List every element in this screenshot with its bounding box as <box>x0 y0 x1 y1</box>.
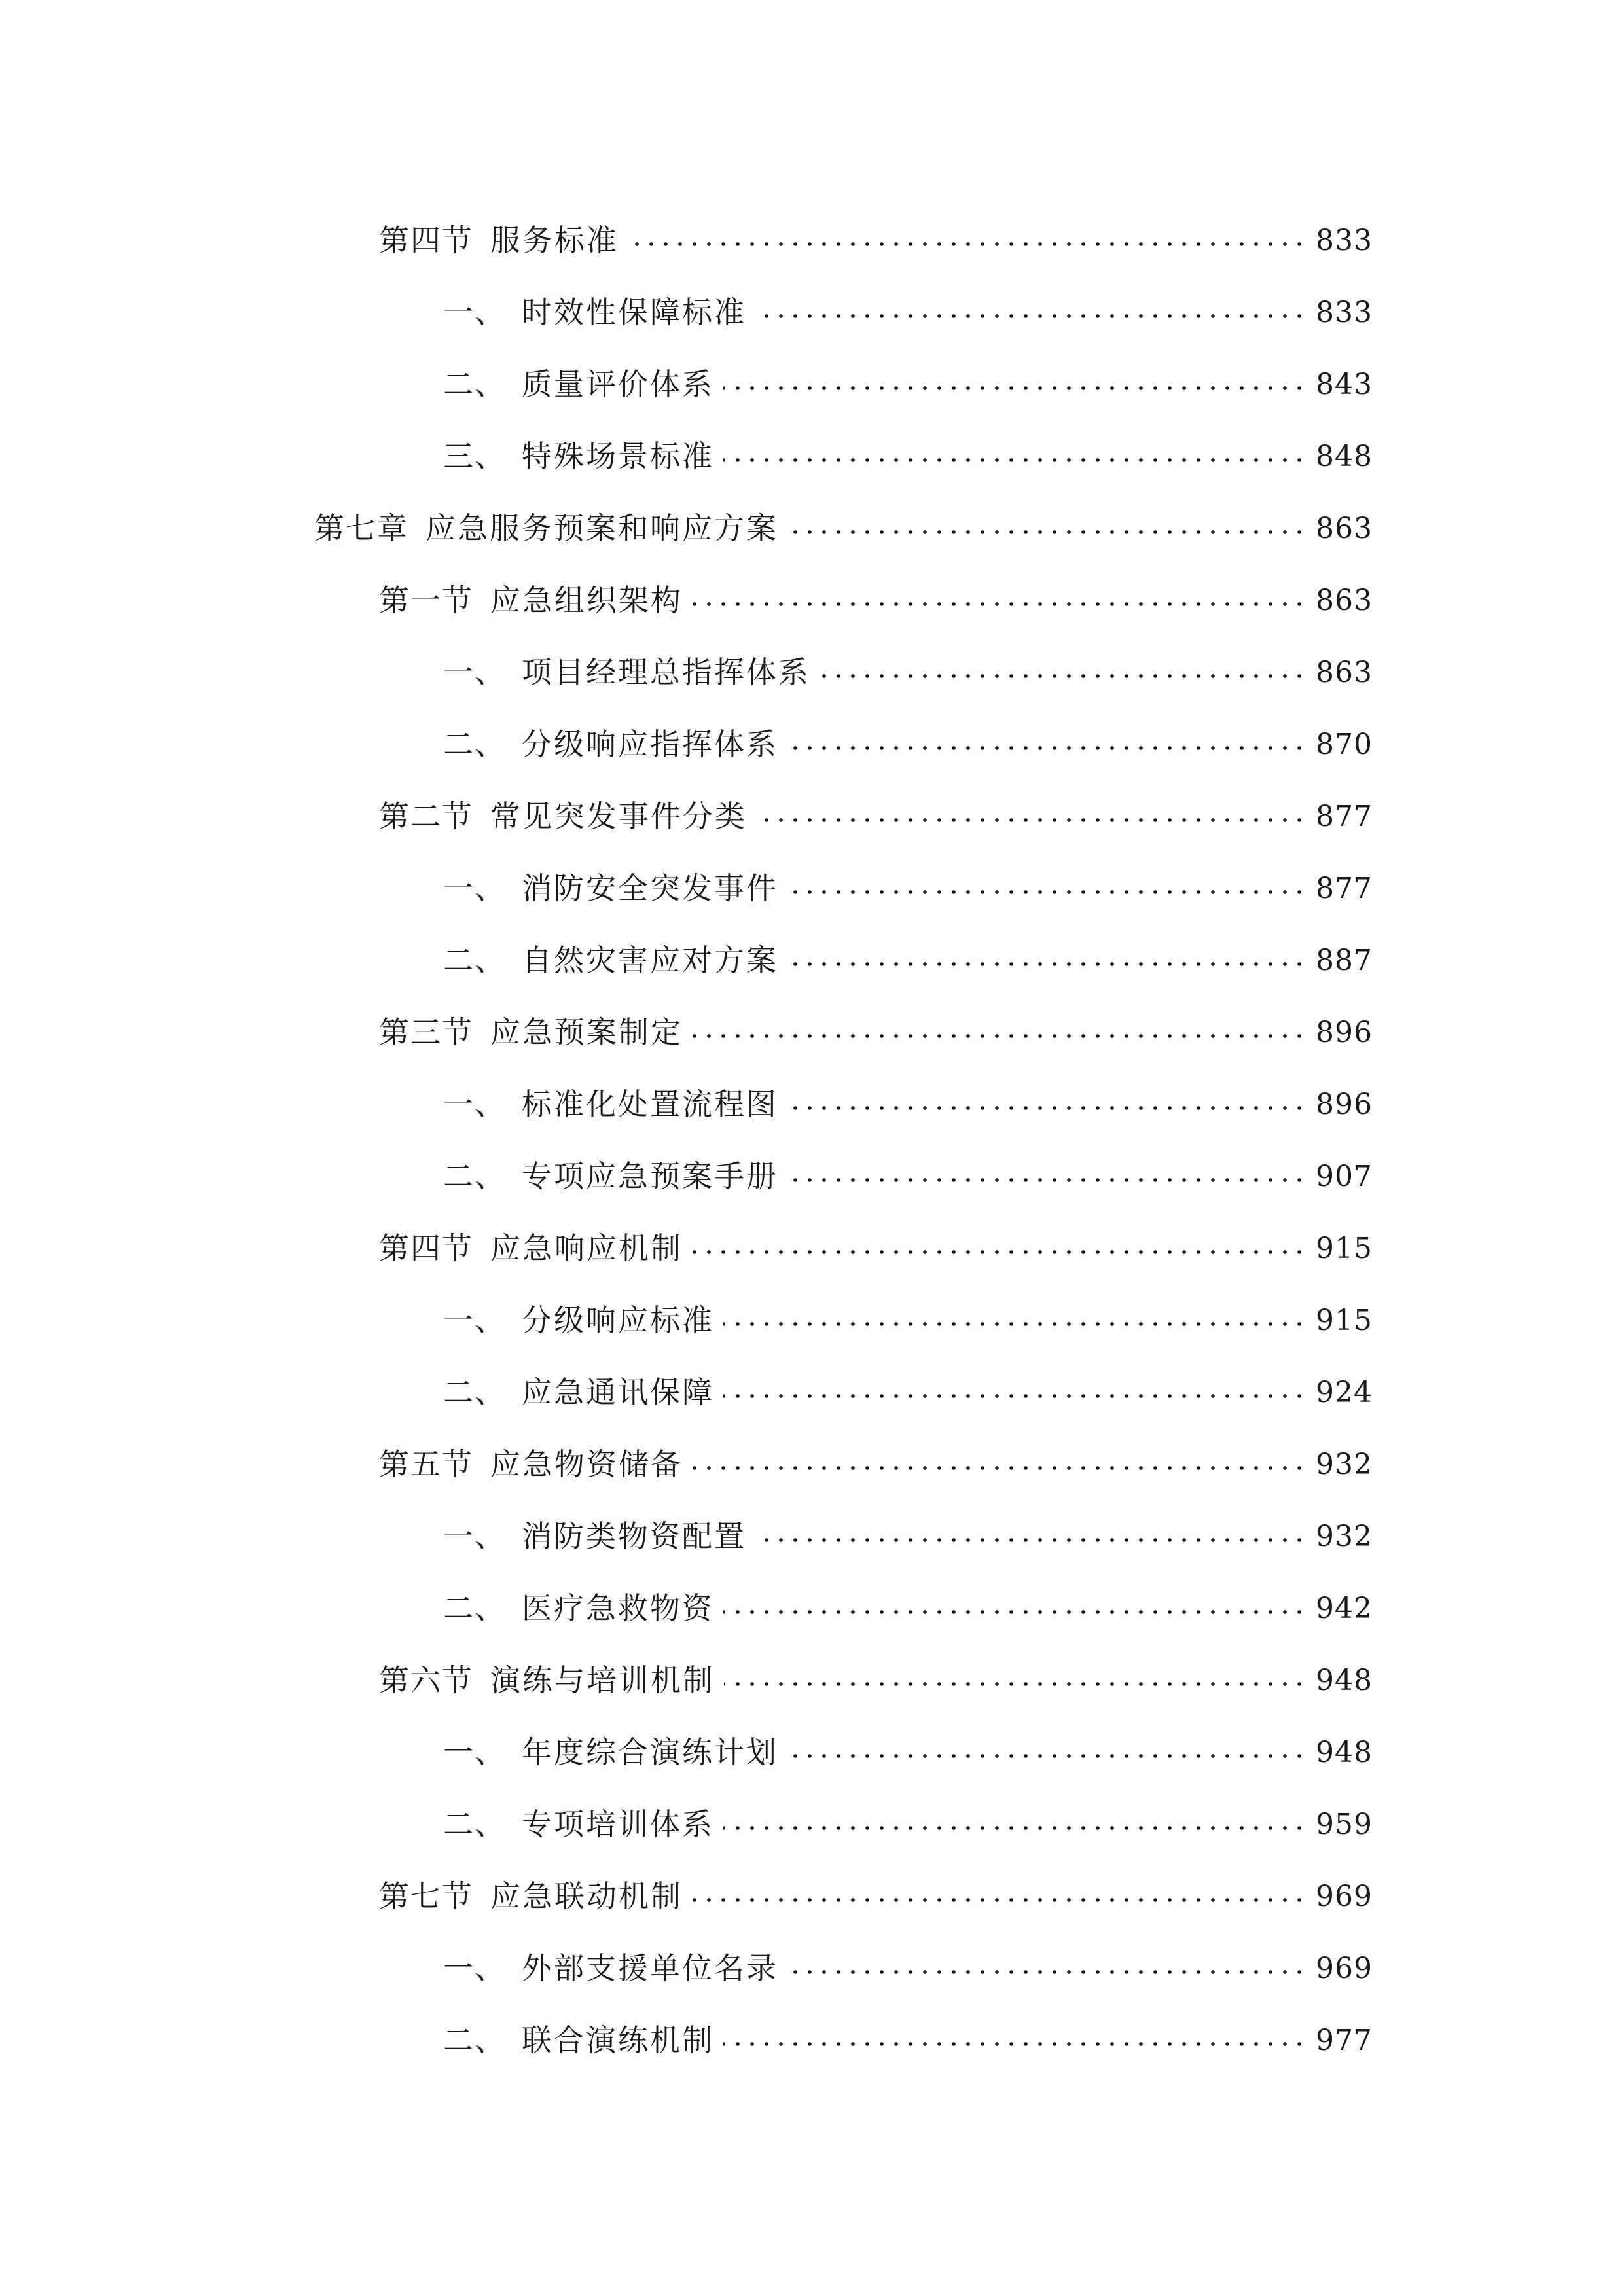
toc-entry-subsection[interactable] <box>443 1571 1373 1626</box>
dot-leader <box>820 670 1307 682</box>
dot-leader <box>723 1606 1307 1618</box>
entry-title: 服务标准 <box>490 223 619 258</box>
entry-number: 一、 <box>443 1518 506 1554</box>
entry-page-number: 915 <box>1316 1304 1373 1337</box>
entry-page-number: 833 <box>1316 224 1373 257</box>
entry-title: 分级响应标准 <box>522 1302 714 1338</box>
entry-number: 第七节 <box>379 1878 473 1914</box>
entry-page-number: 877 <box>1316 800 1373 833</box>
entry-page-number: 843 <box>1316 368 1373 401</box>
toc-entry-section[interactable] <box>379 1643 1373 1698</box>
entry-number: 二、 <box>443 726 506 762</box>
entry-number: 一、 <box>443 1950 506 1986</box>
dot-leader <box>692 1246 1307 1258</box>
entry-number: 第七章 <box>314 511 408 546</box>
entry-title: 质量评价体系 <box>522 367 714 402</box>
entry-number: 第一节 <box>379 583 473 618</box>
entry-number: 第四节 <box>379 1230 473 1266</box>
toc-entry-subsection[interactable] <box>443 1931 1373 1986</box>
entry-number: 二、 <box>443 1158 506 1194</box>
entry-number: 第四节 <box>379 223 473 258</box>
dot-leader <box>692 1894 1307 1906</box>
entry-title: 年度综合演练计划 <box>522 1734 778 1770</box>
dot-leader <box>787 958 1307 970</box>
dot-leader <box>723 454 1307 466</box>
dot-leader <box>723 2038 1307 2050</box>
entry-page-number: 977 <box>1316 2024 1373 2057</box>
entry-page-number: 863 <box>1316 584 1373 617</box>
entry-page-number: 969 <box>1316 1880 1373 1913</box>
entry-title: 医疗急救物资 <box>522 1590 714 1626</box>
dot-leader <box>755 310 1307 322</box>
dot-leader <box>723 1390 1307 1402</box>
entry-page-number: 877 <box>1316 872 1373 905</box>
dot-leader <box>692 1462 1307 1474</box>
dot-leader <box>724 1678 1307 1690</box>
entry-number: 一、 <box>443 295 506 330</box>
entry-title: 标准化处置流程图 <box>522 1086 778 1122</box>
toc-entry-chapter[interactable] <box>314 491 1373 546</box>
dot-leader <box>787 742 1307 754</box>
entry-page-number: 969 <box>1316 1952 1373 1985</box>
entry-title: 应急响应机制 <box>490 1230 683 1266</box>
entry-number: 二、 <box>443 942 506 978</box>
entry-title: 项目经理总指挥体系 <box>522 655 810 690</box>
toc-entry-subsection[interactable] <box>443 923 1373 978</box>
dot-leader <box>787 886 1307 898</box>
entry-page-number: 870 <box>1316 728 1373 761</box>
entry-title: 专项培训体系 <box>522 1806 714 1842</box>
entry-number: 二、 <box>443 1806 506 1842</box>
entry-page-number: 863 <box>1316 512 1373 545</box>
toc-entry-subsection[interactable] <box>443 707 1373 762</box>
dot-leader <box>723 382 1307 394</box>
toc-entry-subsection[interactable] <box>443 851 1373 906</box>
entry-title: 消防类物资配置 <box>522 1518 746 1554</box>
toc-entry-subsection[interactable] <box>443 1499 1373 1554</box>
entry-page-number: 932 <box>1316 1448 1373 1481</box>
toc-entry-section[interactable] <box>379 1859 1373 1914</box>
entry-title: 应急通讯保障 <box>522 1374 714 1410</box>
entry-title: 应急物资储备 <box>490 1446 683 1482</box>
dot-leader <box>787 1102 1307 1114</box>
entry-number: 二、 <box>443 1590 506 1626</box>
entry-number: 一、 <box>443 870 506 906</box>
dot-leader <box>628 238 1307 250</box>
entry-number: 第二节 <box>379 798 473 834</box>
entry-number: 三、 <box>443 439 506 474</box>
entry-title: 外部支援单位名录 <box>522 1950 778 1986</box>
toc-entry-subsection[interactable] <box>443 419 1373 474</box>
entry-title: 演练与培训机制 <box>490 1662 715 1698</box>
entry-title: 应急预案制定 <box>490 1014 683 1050</box>
entry-title: 应急联动机制 <box>490 1878 683 1914</box>
toc-entry-section[interactable] <box>379 995 1373 1050</box>
entry-title: 专项应急预案手册 <box>522 1158 778 1194</box>
dot-leader <box>787 1750 1307 1762</box>
toc-entry-section[interactable] <box>379 1211 1373 1266</box>
dot-leader <box>723 1318 1307 1330</box>
toc-entry-subsection[interactable] <box>443 275 1373 330</box>
entry-page-number: 863 <box>1316 656 1373 689</box>
toc-entry-section[interactable] <box>379 779 1373 834</box>
entry-page-number: 942 <box>1316 1592 1373 1625</box>
dot-leader <box>755 1534 1307 1546</box>
entry-number: 二、 <box>443 2022 506 2058</box>
entry-page-number: 833 <box>1316 296 1373 329</box>
entry-title: 常见突发事件分类 <box>490 798 747 834</box>
dot-leader <box>787 526 1307 538</box>
entry-page-number: 907 <box>1316 1160 1373 1193</box>
entry-title: 分级响应指挥体系 <box>522 726 778 762</box>
entry-number: 第三节 <box>379 1014 473 1050</box>
entry-page-number: 915 <box>1316 1232 1373 1265</box>
entry-number: 二、 <box>443 1374 506 1410</box>
entry-page-number: 959 <box>1316 1808 1373 1841</box>
entry-page-number: 896 <box>1316 1016 1373 1049</box>
entry-page-number: 948 <box>1316 1736 1373 1769</box>
toc-entry-subsection[interactable] <box>443 1283 1373 1338</box>
toc-entry-subsection[interactable] <box>443 1355 1373 1410</box>
entry-title: 联合演练机制 <box>522 2022 714 2058</box>
toc-entry-subsection[interactable] <box>443 347 1373 402</box>
entry-page-number: 887 <box>1316 944 1373 977</box>
dot-leader <box>787 1966 1307 1978</box>
toc-entry-subsection[interactable] <box>443 1787 1373 1842</box>
entry-title: 应急组织架构 <box>490 583 683 618</box>
toc-entry-section[interactable] <box>379 1427 1373 1482</box>
entry-number: 一、 <box>443 1086 506 1122</box>
entry-number: 一、 <box>443 1734 506 1770</box>
dot-leader <box>787 1174 1307 1186</box>
entry-title: 特殊场景标准 <box>522 439 714 474</box>
entry-title: 自然灾害应对方案 <box>522 942 778 978</box>
entry-page-number: 924 <box>1316 1376 1373 1409</box>
entry-page-number: 896 <box>1316 1088 1373 1121</box>
entry-title: 消防安全突发事件 <box>522 870 778 906</box>
toc-entry-section[interactable] <box>379 203 1373 258</box>
dot-leader <box>692 598 1307 610</box>
entry-page-number: 932 <box>1316 1520 1373 1553</box>
dot-leader <box>756 814 1307 826</box>
entry-title: 时效性保障标准 <box>522 295 746 330</box>
entry-number: 二、 <box>443 367 506 402</box>
dot-leader <box>692 1030 1307 1042</box>
toc-entry-subsection[interactable] <box>443 2003 1373 2058</box>
toc-entry-subsection[interactable] <box>443 1715 1373 1770</box>
toc-entry-subsection[interactable] <box>443 635 1373 690</box>
entry-number: 一、 <box>443 1302 506 1338</box>
entry-page-number: 848 <box>1316 440 1373 473</box>
entry-page-number: 948 <box>1316 1664 1373 1697</box>
entry-number: 第五节 <box>379 1446 473 1482</box>
toc-entry-subsection[interactable] <box>443 1139 1373 1194</box>
dot-leader <box>723 1822 1307 1834</box>
toc-entry-subsection[interactable] <box>443 1067 1373 1122</box>
entry-number: 第六节 <box>379 1662 473 1698</box>
entry-number: 一、 <box>443 655 506 690</box>
toc-entry-section[interactable] <box>379 563 1373 618</box>
entry-title: 应急服务预案和响应方案 <box>425 511 778 546</box>
